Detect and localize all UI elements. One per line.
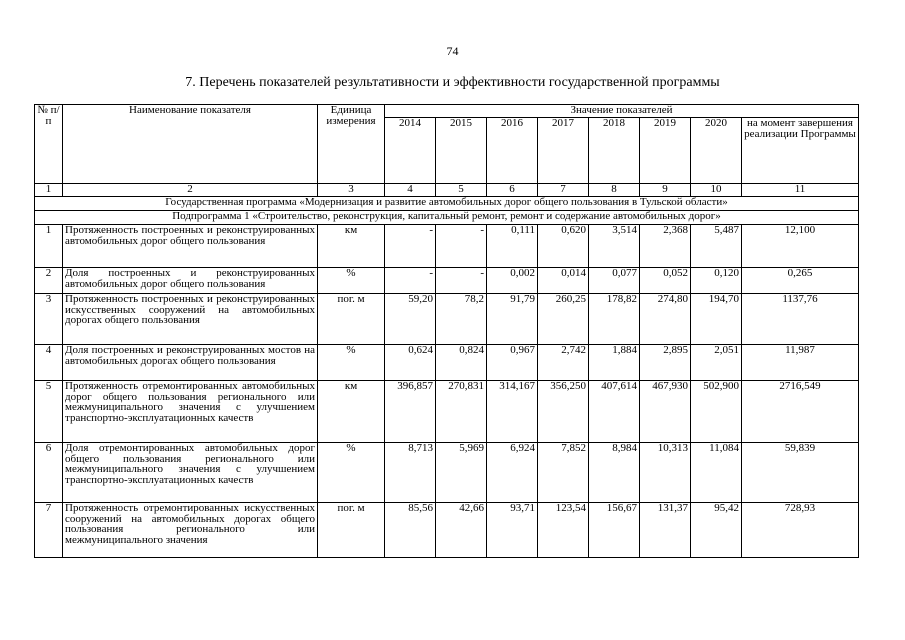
- indicator-final-value: 12,100: [742, 225, 859, 268]
- indicator-final-value: 11,987: [742, 345, 859, 381]
- indicator-value: 7,852: [538, 443, 589, 503]
- indicator-value: 5,487: [691, 225, 742, 268]
- indicator-value: 93,71: [487, 503, 538, 558]
- indicator-value: 85,56: [385, 503, 436, 558]
- indicator-value: 6,924: [487, 443, 538, 503]
- indicator-value: -: [436, 268, 487, 294]
- indicator-value: 42,66: [436, 503, 487, 558]
- indicator-value: -: [436, 225, 487, 268]
- indicator-value: 356,250: [538, 381, 589, 443]
- indicator-value: 274,80: [640, 294, 691, 345]
- column-number: 4: [385, 184, 436, 197]
- indicator-unit: км: [318, 381, 385, 443]
- table-row: [35, 503, 859, 558]
- indicator-value: 0,620: [538, 225, 589, 268]
- indicator-value: 0,077: [589, 268, 640, 294]
- table-row: [35, 225, 859, 268]
- header-num: № п/п: [35, 105, 63, 184]
- indicator-value: 396,857: [385, 381, 436, 443]
- indicator-value: 194,70: [691, 294, 742, 345]
- indicator-name: Доля построенных и реконструированных автомобильных дорог общего пользования: [63, 268, 318, 294]
- header-year: 2015: [436, 118, 487, 184]
- indicator-value: 178,82: [589, 294, 640, 345]
- indicator-value: 0,624: [385, 345, 436, 381]
- row-number: 6: [35, 443, 63, 503]
- table-row: [35, 443, 859, 503]
- table-row: [35, 381, 859, 443]
- indicator-unit: %: [318, 268, 385, 294]
- indicator-name: Доля отремонтированных автомобильных дорог общего пользования регионального или межмуниципального значения с улучшением транспортно-эксплуатационных качеств: [63, 443, 318, 503]
- header-year: 2020: [691, 118, 742, 184]
- column-number: 1: [35, 184, 63, 197]
- table-row: [35, 345, 859, 381]
- indicator-unit: пог. м: [318, 503, 385, 558]
- row-number: 2: [35, 268, 63, 294]
- indicator-value: 270,831: [436, 381, 487, 443]
- indicator-value: -: [385, 268, 436, 294]
- indicator-unit: пог. м: [318, 294, 385, 345]
- header-year: 2014: [385, 118, 436, 184]
- page-number: 74: [446, 44, 459, 58]
- indicator-value: 0,824: [436, 345, 487, 381]
- indicator-value: 8,984: [589, 443, 640, 503]
- indicator-final-value: 728,93: [742, 503, 859, 558]
- indicator-value: 2,895: [640, 345, 691, 381]
- indicator-unit: км: [318, 225, 385, 268]
- indicator-value: 407,614: [589, 381, 640, 443]
- indicator-value: 0,967: [487, 345, 538, 381]
- indicator-rows: [35, 225, 859, 558]
- indicator-name: Протяженность построенных и реконструированных искусственных сооружений на автомобильных дорогах общего пользования: [63, 294, 318, 345]
- indicators-table: [34, 104, 859, 558]
- header-year: 2019: [640, 118, 691, 184]
- column-number: 6: [487, 184, 538, 197]
- indicator-value: 2,051: [691, 345, 742, 381]
- column-number: 7: [538, 184, 589, 197]
- document-title: 7. Перечень показателей результативности и эффективности государственной программы: [185, 75, 720, 90]
- indicator-value: 502,900: [691, 381, 742, 443]
- header-values-group: Значение показателей: [385, 105, 859, 118]
- indicator-value: 156,67: [589, 503, 640, 558]
- indicator-final-value: 0,265: [742, 268, 859, 294]
- column-number: 10: [691, 184, 742, 197]
- indicator-final-value: 59,839: [742, 443, 859, 503]
- header-year: 2017: [538, 118, 589, 184]
- indicator-value: 91,79: [487, 294, 538, 345]
- column-number: 8: [589, 184, 640, 197]
- indicator-unit: %: [318, 345, 385, 381]
- indicator-name: Протяженность построенных и реконструированных автомобильных дорог общего пользования: [63, 225, 318, 268]
- row-number: 4: [35, 345, 63, 381]
- indicator-value: 0,120: [691, 268, 742, 294]
- indicator-final-value: 1137,76: [742, 294, 859, 345]
- indicator-unit: %: [318, 443, 385, 503]
- indicator-value: 8,713: [385, 443, 436, 503]
- indicator-value: 2,742: [538, 345, 589, 381]
- row-number: 7: [35, 503, 63, 558]
- indicator-value: 10,313: [640, 443, 691, 503]
- indicator-value: 1,884: [589, 345, 640, 381]
- indicator-value: 467,930: [640, 381, 691, 443]
- header-unit: Единица измерения: [318, 105, 385, 184]
- indicator-value: 78,2: [436, 294, 487, 345]
- row-number: 1: [35, 225, 63, 268]
- indicator-value: -: [385, 225, 436, 268]
- indicator-value: 3,514: [589, 225, 640, 268]
- column-number: 2: [63, 184, 318, 197]
- table-row: [35, 268, 859, 294]
- row-number: 3: [35, 294, 63, 345]
- indicator-value: 314,167: [487, 381, 538, 443]
- header-year: 2018: [589, 118, 640, 184]
- indicator-final-value: 2716,549: [742, 381, 859, 443]
- header-final: на момент завершения реализации Программы: [742, 118, 859, 184]
- indicator-value: 131,37: [640, 503, 691, 558]
- column-numbers-row: [35, 184, 859, 197]
- indicator-name: Протяженность отремонтированных искусственных сооружений на автомобильных дорогах общего пользования регионального или межмуниципального значения: [63, 503, 318, 558]
- indicator-value: 95,42: [691, 503, 742, 558]
- column-number: 5: [436, 184, 487, 197]
- row-number: 5: [35, 381, 63, 443]
- indicator-value: 0,002: [487, 268, 538, 294]
- indicator-name: Доля построенных и реконструированных мостов на автомобильных дорогах общего пользования: [63, 345, 318, 381]
- column-number: 3: [318, 184, 385, 197]
- indicator-value: 59,20: [385, 294, 436, 345]
- indicator-value: 260,25: [538, 294, 589, 345]
- indicator-name: Протяженность отремонтированных автомобильных дорог общего пользования регионального или межмуниципального значения с улучшением транспортно-эксплуатационных качеств: [63, 381, 318, 443]
- program-title: Государственная программа «Модернизация и развитие автомобильных дорог общего пользования в Тульской области»: [35, 197, 859, 211]
- header-name: Наименование показателя: [63, 105, 318, 184]
- column-number: 9: [640, 184, 691, 197]
- table-row: [35, 294, 859, 345]
- column-number: 11: [742, 184, 859, 197]
- indicator-value: 123,54: [538, 503, 589, 558]
- indicator-value: 11,084: [691, 443, 742, 503]
- indicator-value: 0,052: [640, 268, 691, 294]
- indicator-value: 0,014: [538, 268, 589, 294]
- header-year: 2016: [487, 118, 538, 184]
- indicator-value: 0,111: [487, 225, 538, 268]
- subprogram-title: Подпрограмма 1 «Строительство, реконструкция, капитальный ремонт, ремонт и содержание автомобильных дорог»: [35, 211, 859, 225]
- indicator-value: 2,368: [640, 225, 691, 268]
- indicator-value: 5,969: [436, 443, 487, 503]
